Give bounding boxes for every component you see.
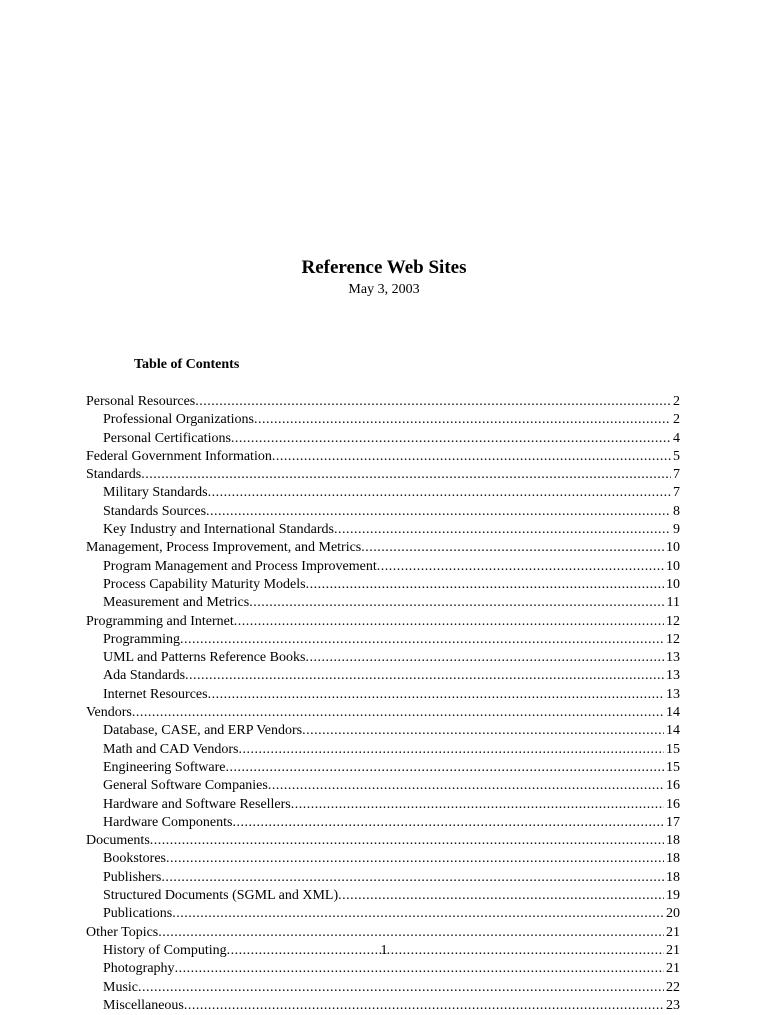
toc-entry-page[interactable]: 13 (666, 650, 680, 666)
toc-entry[interactable] (86, 576, 680, 594)
toc-entry[interactable] (86, 613, 680, 631)
toc-entry-page[interactable]: 2 (673, 394, 680, 409)
toc-entry[interactable] (86, 850, 680, 868)
toc-entry-label[interactable]: Bookstores (103, 851, 166, 867)
toc-entry-label[interactable]: Photography (103, 961, 175, 977)
toc-dot-leader (150, 832, 664, 850)
toc-entry-page[interactable]: 14 (666, 723, 680, 739)
toc-dot-leader (208, 686, 664, 704)
toc-entry[interactable] (86, 704, 680, 722)
toc-entry[interactable] (86, 448, 680, 466)
toc-dot-leader (291, 796, 664, 814)
toc-dot-leader (158, 924, 664, 942)
toc-entry-label[interactable]: Engineering Software (103, 759, 226, 775)
toc-entry[interactable] (86, 777, 680, 795)
toc-entry[interactable] (86, 960, 680, 978)
toc-entry-page[interactable]: 12 (666, 613, 680, 629)
toc-entry[interactable] (86, 466, 680, 484)
toc-entry-page[interactable]: 8 (673, 503, 680, 519)
toc-dot-leader (305, 649, 664, 667)
toc-entry[interactable] (86, 667, 680, 685)
toc-entry-page[interactable]: 19 (666, 888, 680, 904)
toc-entry-page[interactable]: 10 (666, 540, 680, 556)
toc-entry-label[interactable]: Military Standards (103, 485, 208, 501)
toc-entry-label[interactable]: Other Topics (86, 924, 159, 940)
toc-entry-label[interactable]: Personal Resources (86, 394, 196, 409)
toc-entry[interactable] (86, 924, 680, 942)
toc-entry-page[interactable]: 18 (666, 833, 680, 849)
toc-entry[interactable] (86, 631, 680, 649)
toc-entry-page[interactable]: 7 (673, 467, 680, 483)
table-of-contents (86, 393, 680, 1015)
toc-entry-label[interactable]: Ada Standards (103, 668, 186, 684)
toc-dot-leader (268, 777, 664, 795)
toc-entry-page[interactable]: 21 (666, 942, 680, 958)
toc-dot-leader (161, 869, 664, 887)
toc-entry-page[interactable]: 22 (666, 979, 680, 995)
toc-dot-leader (231, 430, 671, 448)
toc-entry-label[interactable]: Standards Sources (103, 503, 207, 519)
toc-entry-label[interactable]: Federal Government Information (86, 448, 272, 464)
toc-entry[interactable] (86, 814, 680, 832)
toc-entry[interactable] (86, 686, 680, 704)
toc-entry-page[interactable]: 16 (666, 778, 680, 794)
toc-entry[interactable] (86, 796, 680, 814)
toc-entry-page[interactable]: 18 (666, 869, 680, 885)
toc-entry-label[interactable]: Program Management and Process Improvement (103, 558, 377, 574)
toc-dot-leader (302, 722, 664, 740)
toc-entry-page[interactable]: 9 (673, 522, 680, 538)
toc-entry-page[interactable]: 5 (673, 448, 680, 464)
toc-entry-page[interactable]: 13 (666, 686, 680, 702)
toc-entry-label[interactable]: History of Computing (103, 942, 227, 958)
toc-entry[interactable] (86, 741, 680, 759)
toc-dot-leader (180, 631, 664, 649)
toc-dot-leader (184, 997, 664, 1015)
toc-dot-leader (238, 741, 664, 759)
toc-entry-label[interactable]: Publishers (103, 869, 162, 885)
toc-entry-page[interactable]: 21 (666, 924, 680, 940)
toc-entry-page[interactable]: 7 (673, 485, 680, 501)
toc-entry-page[interactable]: 15 (666, 759, 680, 775)
toc-dot-leader (254, 411, 671, 429)
toc-dot-leader (185, 667, 664, 685)
toc-entry-page[interactable]: 18 (666, 851, 680, 867)
toc-heading: Table of Contents (134, 357, 240, 372)
toc-entry-label[interactable]: Documents (86, 833, 150, 849)
toc-entry-page[interactable]: 10 (666, 558, 680, 574)
toc-dot-leader (377, 558, 664, 576)
toc-entry[interactable] (86, 887, 680, 905)
toc-entry[interactable] (86, 869, 680, 887)
toc-entry-label[interactable]: Publications (103, 906, 173, 922)
toc-entry-label[interactable]: Process Capability Maturity Models (103, 576, 306, 592)
toc-entry[interactable] (86, 393, 680, 411)
toc-entry-label[interactable]: Structured Documents (SGML and XML) (103, 888, 339, 904)
toc-entry-label[interactable]: Database, CASE, and ERP Vendors (103, 723, 303, 739)
toc-entry[interactable] (86, 997, 680, 1015)
toc-entry-page[interactable]: 20 (666, 906, 680, 922)
toc-entry-label[interactable]: General Software Companies (103, 778, 268, 794)
toc-entry[interactable] (86, 832, 680, 850)
toc-entry[interactable] (86, 521, 680, 539)
toc-entry-page[interactable]: 11 (666, 595, 680, 611)
toc-entry-label[interactable]: Math and CAD Vendors (103, 741, 239, 757)
toc-dot-leader (232, 814, 664, 832)
toc-entry-label[interactable]: Vendors (86, 705, 132, 721)
toc-entry-label[interactable]: Measurement and Metrics (103, 595, 250, 611)
toc-entry-label[interactable]: Key Industry and International Standards (103, 522, 334, 538)
toc-entry-label[interactable]: Hardware and Software Resellers (103, 796, 291, 812)
toc-entry[interactable] (86, 539, 680, 557)
toc-entry-label[interactable]: Internet Resources (103, 686, 208, 702)
toc-dot-leader (132, 704, 664, 722)
toc-entry-page[interactable]: 17 (666, 814, 680, 830)
toc-entry-label[interactable]: UML and Patterns Reference Books (103, 650, 306, 666)
toc-dot-leader (208, 484, 671, 502)
toc-entry-page[interactable]: 13 (666, 668, 680, 684)
toc-entry-page[interactable]: 10 (666, 576, 680, 592)
toc-entry-label[interactable]: Personal Certifications (103, 430, 231, 446)
toc-entry[interactable] (86, 594, 680, 612)
toc-entry-page[interactable]: 15 (666, 741, 680, 757)
toc-dot-leader (175, 960, 664, 978)
toc-entry-page[interactable]: 16 (666, 796, 680, 812)
toc-entry-label[interactable]: Standards (86, 467, 142, 483)
toc-entry-page[interactable]: 12 (666, 631, 680, 647)
page-number: 1 (380, 943, 388, 958)
toc-entry[interactable] (86, 722, 680, 740)
toc-entry[interactable] (86, 759, 680, 777)
toc-entry[interactable] (86, 979, 680, 997)
toc-entry-label[interactable]: Management, Process Improvement, and Metrics (86, 540, 362, 556)
toc-dot-leader (166, 850, 664, 868)
toc-entry-page[interactable]: 2 (673, 412, 680, 428)
toc-entry[interactable] (86, 905, 680, 923)
toc-entry[interactable] (86, 649, 680, 667)
toc-entry[interactable] (86, 411, 680, 429)
document-title: Reference Web Sites (301, 257, 467, 278)
toc-entry-label[interactable]: Programming (103, 631, 180, 647)
toc-entry-label[interactable]: Programming and Internet (86, 613, 234, 629)
toc-dot-leader (225, 759, 664, 777)
toc-dot-leader (141, 466, 671, 484)
toc-entry-label[interactable]: Professional Organizations (103, 412, 254, 428)
toc-dot-leader (306, 576, 664, 594)
toc-dot-leader (206, 503, 671, 521)
toc-entry-label[interactable]: Miscellaneous (103, 997, 184, 1013)
toc-dot-leader (334, 521, 671, 539)
toc-dot-leader (138, 979, 664, 997)
toc-entry-page[interactable]: 4 (673, 430, 680, 446)
toc-dot-leader (172, 905, 664, 923)
toc-entry-label[interactable]: Hardware Components (103, 814, 233, 830)
document-date: May 3, 2003 (348, 282, 420, 297)
toc-entry[interactable] (86, 484, 680, 502)
toc-entry[interactable] (86, 503, 680, 521)
toc-dot-leader (361, 539, 664, 557)
toc-entry[interactable] (86, 558, 680, 576)
toc-entry-page[interactable]: 21 (666, 961, 680, 977)
toc-dot-leader (234, 613, 664, 631)
toc-entry-page[interactable]: 14 (666, 705, 680, 721)
toc-dot-leader (338, 887, 664, 905)
toc-dot-leader (249, 594, 664, 612)
toc-entry-page[interactable]: 23 (666, 997, 680, 1013)
toc-entry-label[interactable]: Music (103, 979, 138, 995)
toc-dot-leader (272, 448, 671, 466)
toc-dot-leader (195, 393, 671, 411)
toc-entry[interactable] (86, 430, 680, 448)
